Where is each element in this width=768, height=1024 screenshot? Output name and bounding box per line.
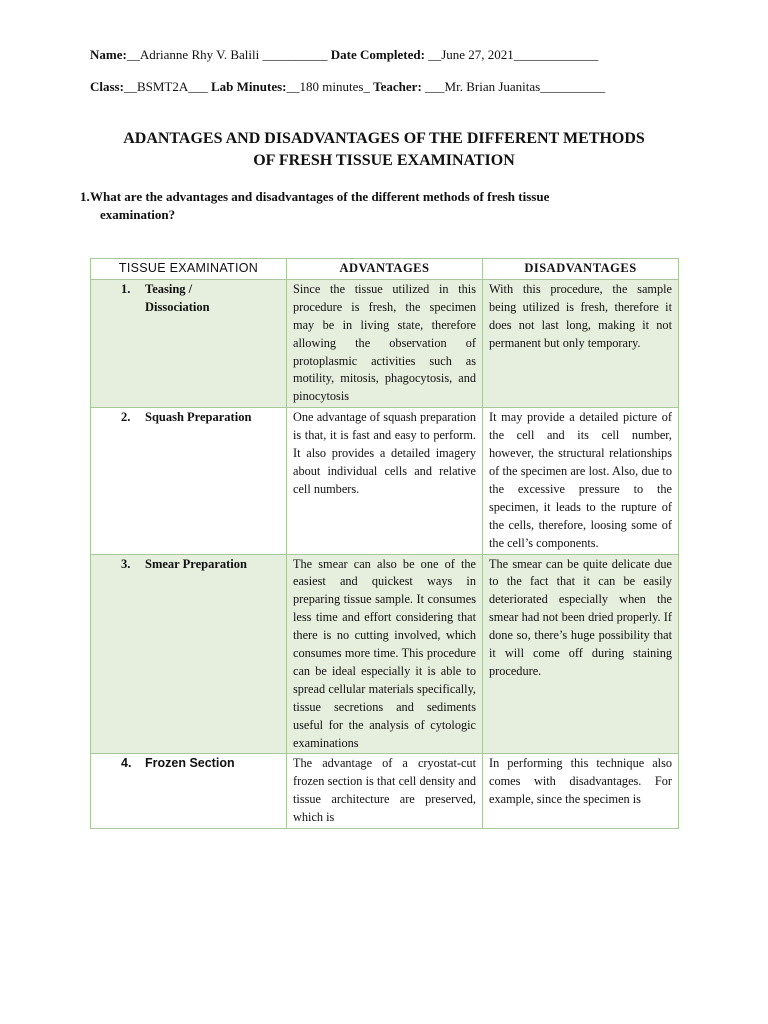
table-header-row bbox=[91, 259, 679, 280]
question-text-line-1: What are the advantages and disadvantages of the different methods of fresh tissue bbox=[90, 189, 550, 204]
class-label: Class: bbox=[90, 79, 124, 94]
examination-table bbox=[90, 258, 679, 829]
lab-minutes-label: Lab Minutes: bbox=[211, 79, 287, 94]
header-tissue-examination: TISSUE EXAMINATION bbox=[91, 259, 287, 280]
method-name: Smear Preparation bbox=[145, 556, 247, 571]
disadvantages-cell: In performing this technique also comes with disadvantages. For example, since the specimen is bbox=[483, 754, 679, 829]
question-number: 1. bbox=[80, 189, 90, 204]
method-number: 1. bbox=[121, 281, 131, 296]
name-value: __Adrianne Rhy V. Balili __________ bbox=[126, 47, 328, 62]
disadvantages-cell: The smear can be quite delicate due to the fact that it can be easily deteriorated especially when the smear had not been dried properly. If done so, there’s huge possibility that it will come off during staining procedure. bbox=[483, 554, 679, 754]
method-name-line-2: Dissociation bbox=[145, 299, 210, 314]
method-name-cell bbox=[91, 408, 287, 554]
advantages-cell: The advantage of a cryostat-cut frozen section is that cell density and tissue architecture are preserved, which is bbox=[287, 754, 483, 829]
title-line-1: ADANTAGES AND DISADVANTAGES OF THE DIFFERENT METHODS bbox=[123, 130, 645, 147]
method-name-cell bbox=[91, 279, 287, 407]
method-name-line-1: Teasing / bbox=[145, 281, 193, 296]
method-number: 4. bbox=[121, 756, 132, 771]
method-number: 3. bbox=[121, 556, 131, 571]
date-value: __June 27, 2021_____________ bbox=[428, 47, 599, 62]
disadvantages-cell: With this procedure, the sample being utilized is fresh, therefore it does not last long, making it not permanent but only temporary. bbox=[483, 279, 679, 407]
header-advantages: ADVANTAGES bbox=[287, 259, 483, 280]
advantages-cell: Since the tissue utilized in this procedure is fresh, the specimen may be in living state, therefore allowing the observation of protoplasmic activities such as motility, mitosis, phagocytosis, and pinocytosis bbox=[287, 279, 483, 407]
advantages-cell: The smear can also be one of the easiest and quickest ways in preparing tissue sample. It consumes less time and effort considering that there is no cutting involved, which consumes more time. This procedure can be ideal especially it is able to spread cellular materials specifically, tissue secretions and sediments useful for the analysis of cytologic examinations bbox=[287, 554, 483, 754]
teacher-label: Teacher: bbox=[373, 79, 422, 94]
method-name: Frozen Section bbox=[145, 756, 235, 771]
header-name-line bbox=[90, 47, 598, 63]
question-text-line-2: examination? bbox=[100, 207, 176, 222]
teacher-value: ___Mr. Brian Juanitas__________ bbox=[425, 79, 606, 94]
title-line-2: OF FRESH TISSUE EXAMINATION bbox=[253, 152, 515, 169]
lab-minutes-value: __180 minutes_ bbox=[286, 79, 370, 94]
disadvantages-cell: It may provide a detailed picture of the cell and its cell number, however, the structural relationships of the specimen are lost. Also, due to the excessive pressure to the specimen, it leads to the rupture of the cells, therefore, loosing some of the cell’s components. bbox=[483, 408, 679, 554]
page-title bbox=[60, 128, 708, 172]
date-label: Date Completed: bbox=[330, 47, 425, 62]
table-row bbox=[91, 754, 679, 829]
method-name-cell bbox=[91, 554, 287, 754]
table-row bbox=[91, 279, 679, 407]
class-value: __BSMT2A___ bbox=[123, 79, 208, 94]
advantages-cell: One advantage of squash preparation is that, it is fast and easy to perform. It also provides a detailed imagery about individual cells and relative cell numbers. bbox=[287, 408, 483, 554]
table-row bbox=[91, 554, 679, 754]
method-name-cell bbox=[91, 754, 287, 829]
table-row bbox=[91, 408, 679, 554]
name-label: Name: bbox=[90, 47, 127, 62]
header-class-line bbox=[90, 79, 605, 95]
method-number: 2. bbox=[121, 410, 131, 425]
question bbox=[80, 188, 680, 224]
method-name: Squash Preparation bbox=[145, 410, 252, 425]
header-disadvantages: DISADVANTAGES bbox=[483, 259, 679, 280]
